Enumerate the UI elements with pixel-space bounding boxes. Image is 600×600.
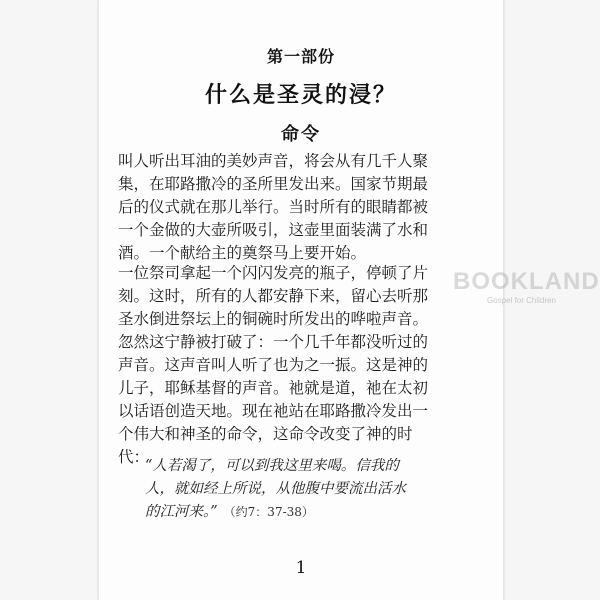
paragraph-1 bbox=[118, 150, 484, 265]
paragraph-line: 集，在耶路撒冷的圣所里发出来。国家节期最 bbox=[118, 175, 429, 193]
paragraph-line: 个伟大和神圣的命令，这命令改变了神的时 bbox=[118, 425, 413, 443]
scripture-quote bbox=[145, 455, 475, 524]
paragraph-line: 刻。这时，所有的人都安静下来，留心去听那 bbox=[118, 287, 429, 305]
watermark-subtext: Gospel for Children bbox=[487, 296, 556, 305]
paragraph-line: 后的仪式就在那儿举行。当时所有的眼睛都被 bbox=[118, 198, 429, 216]
paragraph-line: 忽然这宁静被打破了：一个几千年都没听过的 bbox=[118, 333, 429, 351]
quote-line-last bbox=[145, 501, 475, 524]
paragraph-line: 儿子，耶稣基督的声音。祂就是道，祂在太初 bbox=[118, 379, 429, 397]
book-page bbox=[98, 0, 600, 600]
paragraph-line: 一个金做的大壶所吸引，这壶里面装满了水和 bbox=[118, 221, 429, 239]
quote-line-text: 的江河来。” bbox=[145, 504, 218, 520]
part-label: 第一部份 bbox=[266, 47, 335, 66]
quote-line: 人，就如经上所说，从他腹中要流出活水 bbox=[145, 481, 406, 497]
paragraph-2 bbox=[118, 262, 484, 331]
section-title: 命令 bbox=[281, 124, 321, 145]
watermark-text: BOOKLAND bbox=[453, 268, 600, 295]
quote-line: “人若渴了，可以到我这里来喝。信我的 bbox=[145, 458, 399, 474]
paragraph-line: 叫人听出耳油的美妙声音，将会从有几千人聚 bbox=[118, 152, 429, 170]
scripture-reference: （约7：37-38） bbox=[223, 505, 314, 519]
chapter-title: 什么是圣灵的浸？ bbox=[204, 83, 397, 108]
paragraph-line: 以话语创造天地。现在祂站在耶路撒冷发出一 bbox=[118, 402, 429, 420]
paragraph-line: 圣水倒进祭坛上的铜碗时所发出的哗啦声音。 bbox=[118, 310, 429, 328]
paragraph-line: 一位祭司拿起一个闪闪发亮的瓶子，停顿了片 bbox=[118, 264, 429, 282]
paragraph-line: 声音。这声音叫人听了也为之一振。这是神的 bbox=[118, 356, 429, 374]
paragraph-3 bbox=[118, 331, 484, 469]
page-number: 1 bbox=[295, 558, 307, 578]
paragraph-line: 酒。一个献给主的奠祭马上要开始。 bbox=[118, 244, 367, 262]
paragraph-line: 代： bbox=[118, 448, 150, 466]
